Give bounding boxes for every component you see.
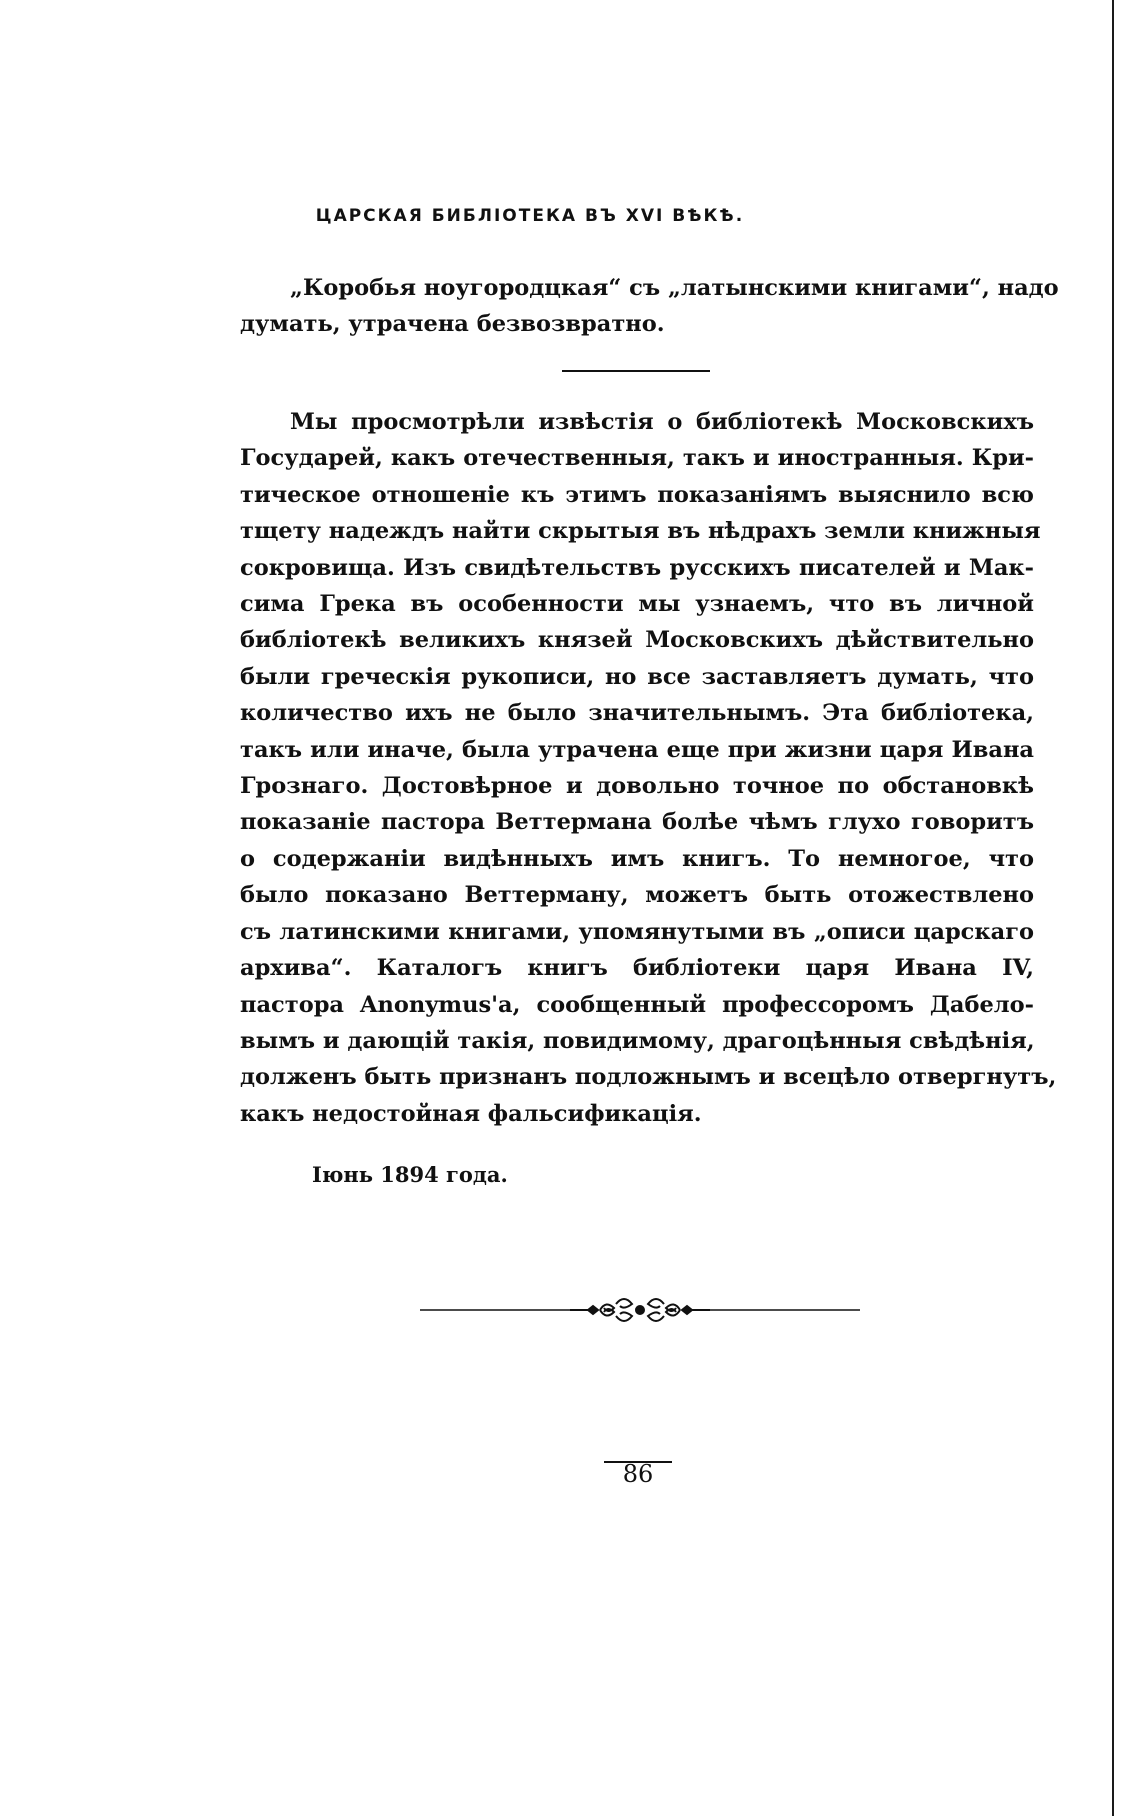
text-line: такъ или иначе, была утрачена еще при жизни царя Ивана: [240, 736, 1034, 763]
text-line: какъ недостойная фальсификація.: [240, 1100, 702, 1127]
date-signoff: Іюнь 1894 года.: [312, 1162, 508, 1187]
text-line: показаніе пастора Веттермана болѣе чѣмъ глухо говоритъ: [240, 809, 1034, 836]
page-number: 86: [622, 1460, 654, 1488]
text-line: сокровища. Изъ свидѣтельствъ русскихъ писателей и Мак-: [240, 554, 1034, 581]
decorative-ornament-icon: [420, 1290, 860, 1330]
text-line: „Коробья ноугородцкая“ съ „латынскими книгами“, надо: [290, 275, 1059, 301]
paragraph-2: [240, 404, 1057, 1132]
page-edge-line: [1112, 0, 1114, 1816]
text-line: библіотекѣ великихъ князей Московскихъ дѣйствительно: [240, 627, 1034, 654]
text-line: тщету надеждъ найти скрытыя въ нѣдрахъ земли книжныя: [240, 518, 1041, 545]
section-divider: [562, 370, 710, 372]
text-line: пастора Anonymus'а, сообщенный профессоромъ Дабело-: [240, 991, 1034, 1018]
text-line: съ латинскими книгами, упомянутыми въ „описи царскаго: [240, 918, 1034, 945]
text-line: о содержаніи видѣнныхъ имъ книгъ. То немногое, что: [240, 845, 1034, 872]
paragraph-1: [240, 270, 1059, 343]
text-line: были греческія рукописи, но все заставляетъ думать, что: [240, 663, 1034, 690]
text-line: было показано Веттерману, можетъ быть отожествлено: [240, 882, 1034, 909]
text-line: Мы просмотрѣли извѣстія о библіотекѣ Московскихъ: [290, 409, 1034, 435]
text-line: сима Грека въ особенности мы узнаемъ, что въ личной: [240, 591, 1034, 618]
text-line: долженъ быть признанъ подложнымъ и всецѣло отвергнутъ,: [240, 1064, 1057, 1091]
text-line: Государей, какъ отечественныя, такъ и иностранныя. Кри-: [240, 445, 1034, 472]
text-line: Грознаго. Достовѣрное и довольно точное по обстановкѣ: [240, 773, 1034, 800]
text-line: архива“. Каталогъ книгъ библіотеки царя Ивана IV,: [240, 955, 1034, 982]
text-line: тическое отношеніе къ этимъ показаніямъ выяснило всю: [240, 481, 1034, 508]
running-head: ЦАРСКАЯ БИБЛІОТЕКА ВЪ XVI ВѢКѢ.: [315, 206, 745, 226]
text-line: количество ихъ не было значительнымъ. Эта библіотека,: [240, 700, 1034, 727]
text-line: думать, утрачена безвозвратно.: [240, 311, 665, 338]
text-line: вымъ и дающій такія, повидимому, драгоцѣнныя свѣдѣнія,: [240, 1027, 1035, 1054]
